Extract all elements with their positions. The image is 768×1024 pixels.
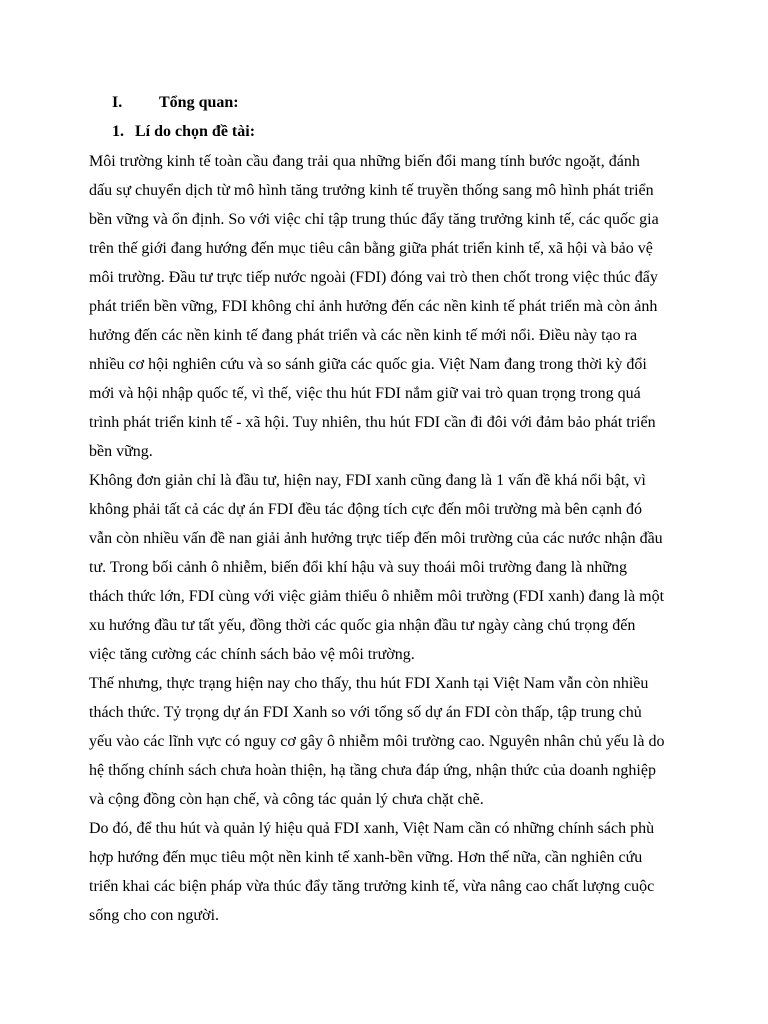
text-line: hệ thống chính sách chưa hoàn thiện, hạ tầng chưa đáp ứng, nhận thức của doanh nghiệp: [89, 762, 656, 779]
section-heading: [112, 93, 239, 113]
text-line: triển khai các biện pháp vừa thúc đẩy tăng trưởng kinh tế, vừa nâng cao chất lượng cuộc: [89, 878, 655, 895]
text-line: bền vững và ổn định. So với việc chỉ tập trung thúc đẩy tăng trưởng kinh tế, các quốc gia: [89, 211, 659, 228]
section-number: I.: [112, 94, 123, 111]
text-line: việc tăng cường các chính sách bảo vệ môi trường.: [89, 646, 415, 663]
text-line: Do đó, để thu hút và quản lý hiệu quả FDI xanh, Việt Nam cần có những chính sách phù: [89, 820, 655, 837]
text-line: môi trường. Đầu tư trực tiếp nước ngoài (FDI) đóng vai trò then chốt trong việc thúc đẩy: [89, 269, 658, 286]
text-line: sống cho con người.: [89, 907, 220, 924]
text-line: hợp hướng đến mục tiêu một nền kinh tế xanh-bền vững. Hơn thế nữa, cần nghiên cứu: [89, 849, 643, 866]
text-line: Môi trường kinh tế toàn cầu đang trải qua những biến đổi mang tính bước ngoặt, đánh: [89, 153, 640, 170]
text-line: Không đơn giản chỉ là đầu tư, hiện nay, FDI xanh cũng đang là 1 vấn đề khá nổi bật, vì: [89, 472, 646, 489]
section-title: Tổng quan:: [159, 94, 239, 111]
text-line: trên thế giới đang hướng đến mục tiêu cân bằng giữa phát triển kinh tế, xã hội và bảo vệ: [89, 240, 653, 257]
text-line: vẫn còn nhiều vấn đề nan giải ảnh hưởng trực tiếp đến môi trường của các nước nhận đầu: [89, 530, 663, 547]
subsection-title: Lí do chọn đề tài:: [135, 123, 256, 140]
subsection-heading: [112, 122, 255, 142]
text-line: không phải tất cả các dự án FDI đều tác động tích cực đến môi trường mà bên cạnh đó: [89, 501, 642, 518]
text-line: mới và hội nhập quốc tế, vì thế, việc thu hút FDI nắm giữ vai trò quan trọng trong quá: [89, 385, 641, 402]
text-line: dấu sự chuyển dịch từ mô hình tăng trưởng kinh tế truyền thống sang mô hình phát triển: [89, 182, 654, 199]
subsection-number: 1.: [112, 123, 124, 140]
text-line: hưởng đến các nền kinh tế đang phát triển và các nền kinh tế mới nổi. Điều này tạo ra: [89, 327, 638, 344]
text-line: phát triển bền vững, FDI không chỉ ảnh hưởng đến các nền kinh tế phát triển mà còn ảnh: [89, 298, 658, 315]
text-line: Thế nhưng, thực trạng hiện nay cho thấy, thu hút FDI Xanh tại Việt Nam vẫn còn nhiều: [89, 675, 649, 692]
text-line: thách thức lớn, FDI cùng với việc giảm thiểu ô nhiễm môi trường (FDI xanh) đang là một: [89, 588, 665, 605]
text-line: yếu vào các lĩnh vực có nguy cơ gây ô nhiễm môi trường cao. Nguyên nhân chủ yếu là do: [89, 733, 665, 750]
text-line: trình phát triển kinh tế - xã hội. Tuy nhiên, thu hút FDI cần đi đôi với đảm bảo phát triển: [89, 414, 656, 431]
text-line: nhiều cơ hội nghiên cứu và so sánh giữa các quốc gia. Việt Nam đang trong thời kỳ đổi: [89, 356, 647, 373]
body-text: [89, 147, 689, 930]
text-line: tư. Trong bối cảnh ô nhiễm, biến đổi khí hậu và suy thoái môi trường đang là những: [89, 559, 627, 576]
text-line: xu hướng đầu tư tất yếu, đồng thời các quốc gia nhận đầu tư ngày càng chú trọng đến: [89, 617, 636, 634]
text-line: thách thức. Tỷ trọng dự án FDI Xanh so với tổng số dự án FDI còn thấp, tập trung chủ: [89, 704, 642, 721]
text-line: và cộng đồng còn hạn chế, và công tác quản lý chưa chặt chẽ.: [89, 791, 484, 808]
text-line: bền vững.: [89, 443, 153, 460]
